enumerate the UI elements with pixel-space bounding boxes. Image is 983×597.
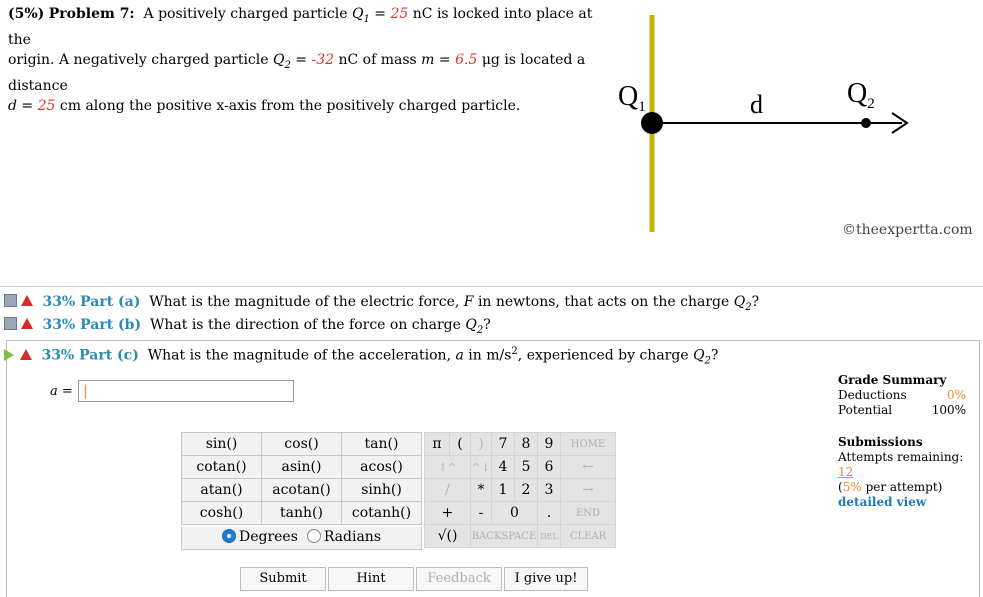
key-4[interactable]: 4: [492, 456, 515, 479]
key-clear[interactable]: CLEAR: [561, 525, 616, 548]
attempts-value: 12: [838, 465, 854, 479]
key-cos[interactable]: cos(): [262, 433, 342, 456]
part-b-row[interactable]: [4, 317, 983, 336]
q2-subscript: 2: [284, 59, 291, 71]
q2-symbol: Q: [733, 294, 746, 310]
numeric-keypad: [424, 432, 616, 548]
key-right-arrow[interactable]: →: [561, 479, 616, 502]
key-cotanh[interactable]: cotanh(): [342, 502, 422, 525]
collapse-square-icon[interactable]: [4, 317, 17, 330]
key-pi[interactable]: π: [425, 433, 450, 456]
key-plus[interactable]: +: [425, 502, 471, 525]
mass-value: 6.5: [455, 51, 478, 68]
key-decimal[interactable]: .: [538, 502, 561, 525]
squared-sup: 2: [511, 346, 518, 357]
distance-symbol: d: [8, 97, 17, 114]
radians-label: Radians: [323, 529, 382, 545]
key-backspace[interactable]: BACKSPACE: [471, 525, 538, 548]
problem-weight: (5%): [8, 6, 45, 22]
degrees-label: Degrees: [238, 529, 298, 545]
key-asin[interactable]: asin(): [262, 456, 342, 479]
key-6[interactable]: 6: [538, 456, 561, 479]
d-diagram-label: d: [750, 90, 763, 119]
feedback-button[interactable]: Feedback: [416, 567, 502, 591]
question-mark: ?: [483, 317, 491, 333]
key-power-up[interactable]: ↑^: [425, 456, 471, 479]
question-mark: ?: [710, 347, 719, 364]
q2-subscript: 2: [476, 324, 484, 336]
warning-icon: [21, 318, 33, 329]
q2-unit-text: nC of mass: [338, 51, 417, 68]
part-c-text: What is the magnitude of the acceleration,: [147, 347, 452, 364]
key-atan[interactable]: atan(): [182, 479, 262, 502]
distance-value: 25: [37, 97, 56, 114]
distance-unit-text: cm along the positive x-axis from the positively charged particle.: [59, 97, 521, 114]
q2-symbol: Q: [693, 347, 705, 364]
per-attempt-label: per attempt): [865, 480, 943, 494]
submissions-summary: [838, 435, 978, 510]
grade-summary-title: Grade Summary: [838, 373, 947, 387]
per-attempt-open: (: [838, 480, 843, 494]
key-end[interactable]: END: [561, 502, 616, 525]
key-1[interactable]: 1: [492, 479, 515, 502]
key-acotan[interactable]: acotan(): [262, 479, 342, 502]
equals-sign: =: [295, 51, 308, 68]
equals-sign: =: [438, 51, 451, 68]
key-cosh[interactable]: cosh(): [182, 502, 262, 525]
angle-mode: [181, 527, 422, 550]
q2-symbol: Q: [272, 51, 285, 68]
key-minus[interactable]: -: [471, 502, 492, 525]
q1-diagram-label: $Q_1$: [618, 81, 646, 115]
q1-subscript: 1: [363, 13, 370, 25]
key-home[interactable]: HOME: [561, 433, 616, 456]
detailed-view-link[interactable]: detailed view: [838, 495, 927, 509]
problem-title: Problem 7:: [48, 6, 135, 22]
q1-unit-text: nC is locked into place at the: [8, 6, 593, 48]
warning-icon: [21, 295, 33, 306]
potential-value: 100%: [931, 403, 966, 417]
key-open-paren[interactable]: (: [450, 433, 471, 456]
key-left-arrow[interactable]: ←: [561, 456, 616, 479]
part-c-label: 33% Part (c): [41, 347, 139, 364]
equals-sign: =: [21, 97, 34, 114]
part-c-text-2: in m/s: [468, 347, 512, 364]
accel-symbol: a: [455, 347, 464, 364]
key-power-down[interactable]: ^↓: [471, 456, 492, 479]
key-5[interactable]: 5: [515, 456, 538, 479]
q2-charge-dot: [861, 118, 871, 128]
problem-statement: [8, 4, 608, 116]
give-up-button[interactable]: I give up!: [504, 567, 588, 591]
key-cotan[interactable]: cotan(): [182, 456, 262, 479]
mass-symbol: m: [421, 51, 435, 68]
potential-label: Potential: [838, 403, 893, 417]
q2-value: -32: [311, 51, 335, 68]
key-3[interactable]: 3: [538, 479, 561, 502]
warning-icon: [20, 349, 32, 360]
expand-arrow-icon[interactable]: [4, 349, 14, 361]
deductions-value: 0%: [946, 388, 966, 402]
part-c-text-3: , experienced by charge: [517, 347, 689, 364]
submit-button[interactable]: Submit: [240, 567, 326, 591]
collapse-square-icon[interactable]: [4, 294, 17, 307]
submissions-title: Submissions: [838, 435, 923, 449]
answer-input[interactable]: |: [78, 380, 294, 402]
part-b-text: What is the direction of the force on charge: [150, 317, 461, 333]
q1-charge-dot: [641, 112, 663, 134]
key-9[interactable]: 9: [538, 433, 561, 456]
q1-symbol: Q: [351, 6, 364, 22]
answer-label: a =: [50, 384, 73, 399]
divider: [0, 286, 983, 287]
function-keypad: [181, 432, 422, 525]
image-credit: ©theexpertta.com: [842, 222, 973, 238]
key-7[interactable]: 7: [492, 433, 515, 456]
attempts-label: Attempts remaining:: [838, 450, 964, 464]
key-multiply[interactable]: *: [471, 479, 492, 502]
problem-text-2: origin. A negatively charged particle: [8, 51, 269, 68]
key-8[interactable]: 8: [515, 433, 538, 456]
key-sinh[interactable]: sinh(): [342, 479, 422, 502]
mass-unit-text: μg is located a distance: [8, 51, 586, 94]
q2-diagram-label: $Q_2$: [847, 78, 875, 112]
key-sin[interactable]: sin(): [182, 433, 262, 456]
hint-button[interactable]: Hint: [328, 567, 414, 591]
key-close-paren[interactable]: ): [471, 433, 492, 456]
q2-subscript: 2: [745, 301, 752, 313]
force-symbol: F: [463, 294, 474, 310]
key-0[interactable]: 0: [492, 502, 538, 525]
part-a-row[interactable]: [4, 294, 983, 313]
part-a-text: What is the magnitude of the electric force,: [149, 294, 460, 310]
q2-subscript: 2: [704, 355, 711, 367]
radians-radio[interactable]: [307, 529, 321, 543]
degrees-radio[interactable]: [222, 529, 236, 543]
part-b-label: 33% Part (b): [42, 317, 142, 333]
key-tanh[interactable]: tanh(): [262, 502, 342, 525]
part-a-label: 33% Part (a): [42, 294, 141, 310]
problem-text-1: A positively charged particle: [143, 6, 348, 22]
grade-summary: [838, 373, 966, 418]
question-mark: ?: [751, 294, 760, 310]
per-attempt-value: 5%: [842, 480, 862, 494]
key-sqrt[interactable]: √(): [425, 525, 471, 548]
key-acos[interactable]: acos(): [342, 456, 422, 479]
charge-diagram: [600, 10, 930, 240]
part-a-text-2: in newtons, that acts on the charge: [477, 294, 730, 310]
q1-value: 25: [390, 6, 409, 22]
key-tan[interactable]: tan(): [342, 433, 422, 456]
key-divide[interactable]: /: [425, 479, 471, 502]
deductions-label: Deductions: [838, 388, 907, 402]
q2-symbol: Q: [465, 317, 477, 333]
equals-sign: =: [374, 6, 387, 22]
key-del[interactable]: DEL: [538, 525, 561, 548]
part-c-row[interactable]: [4, 346, 983, 366]
key-2[interactable]: 2: [515, 479, 538, 502]
